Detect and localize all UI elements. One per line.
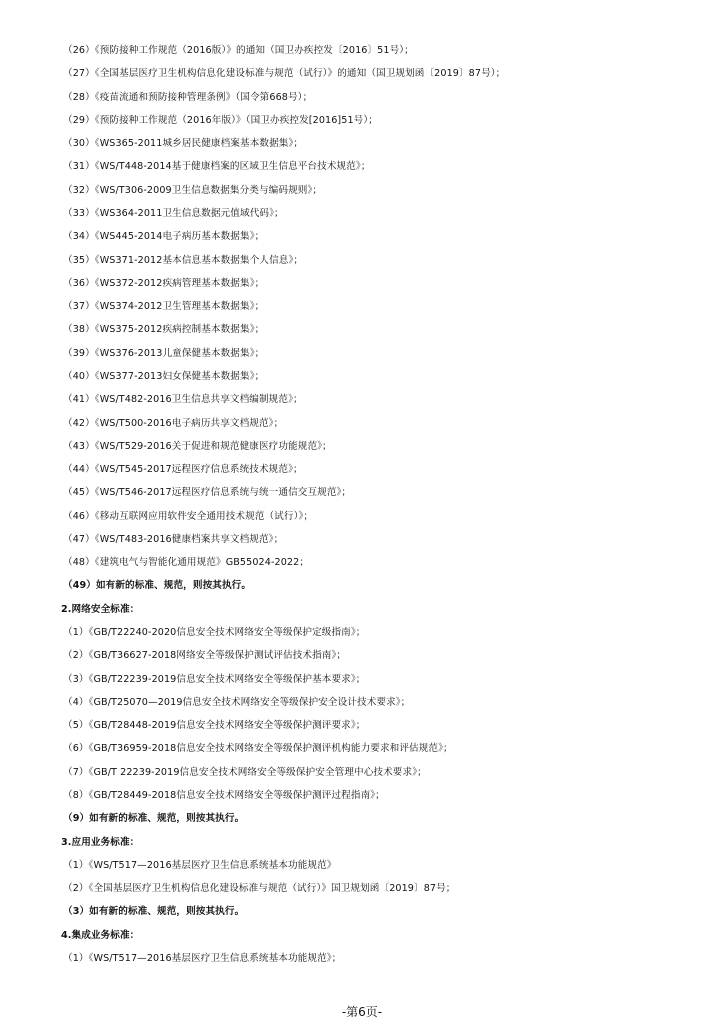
list-item: （6）《GB/T36959-2018信息安全技术网络安全等级保护测评机构能力要求和评估规范》； bbox=[63, 743, 453, 755]
page-number: -第6页- bbox=[341, 1005, 383, 1019]
list-item: （43）《WS/T529-2016关于促进和规范健康医疗功能规范》； bbox=[63, 440, 332, 452]
list-item: （46）《移动互联网应用软件安全通用技术规范（试行）》； bbox=[63, 510, 314, 522]
list-item: （40）《WS377-2013妇女保健基本数据集》； bbox=[63, 370, 265, 382]
list-item: （9）如有新的标准、规范，则按其执行。 bbox=[63, 813, 245, 825]
list-item: （41）《WS/T482-2016卫生信息共享文档编制规范》； bbox=[63, 394, 303, 406]
list-item: （38）《WS375-2012疾病控制基本数据集》； bbox=[63, 324, 265, 336]
list-item: （1）《GB/T22240-2020信息安全技术网络安全等级保护定级指南》； bbox=[63, 627, 366, 638]
list-item: （48）《建筑电气与智能化通用规范》GB55024-2022； bbox=[63, 557, 310, 569]
list-item: （7）《GB/T 22239-2019信息安全技术网络安全等级保护安全管理中心技术要求》； bbox=[63, 766, 427, 778]
list-item: （30）《WS365-2011城乡居民健康档案基本数据集》； bbox=[63, 138, 304, 150]
list-item: （1）《WS/T517—2016基层医疗卫生信息系统基本功能规范》； bbox=[63, 952, 342, 964]
list-item: （5）《GB/T28448-2019信息安全技术网络安全等级保护测评要求》； bbox=[63, 720, 366, 732]
list-item: （45）《WS/T546-2017远程医疗信息系统与统一通信交互规范》； bbox=[63, 487, 352, 499]
list-item: （47）《WS/T483-2016健康档案共享文档规范》； bbox=[63, 533, 284, 545]
list-item: （4）《GB/T25070—2019信息安全技术网络安全等级保护安全设计技术要求》； bbox=[63, 696, 411, 708]
list-item: （3）《GB/T22239-2019信息安全技术网络安全等级保护基本要求》； bbox=[63, 673, 366, 685]
list-item: （49）如有新的标准、规范，则按其执行。 bbox=[63, 580, 252, 592]
list-item: （26）《预防接种工作规范（2016版）》的通知（国卫办疾控发〔2016〕51号）； bbox=[63, 45, 414, 56]
list-item: （27）《全国基层医疗卫生机构信息化建设标准与规范（试行）》的通知（国卫规划函〔2019〕87号）； bbox=[63, 68, 506, 80]
list-item: （42）《WS/T500-2016电子病历共享文档规范》； bbox=[63, 417, 284, 429]
list-item: （3）如有新的标准、规范，则按其执行。 bbox=[63, 906, 245, 918]
list-item: （31）《WS/T448-2014基于健康档案的区域卫生信息平台技术规范》； bbox=[63, 161, 371, 173]
list-item: （8）《GB/T28449-2018信息安全技术网络安全等级保护测评过程指南》； bbox=[63, 790, 385, 801]
list-item: （28）《疫苗流通和预防接种管理条例》（国令第668号）； bbox=[63, 91, 313, 103]
list-item: （36）《WS372-2012疾病管理基本数据集》； bbox=[63, 277, 265, 289]
list-item: （1）《WS/T517—2016基层医疗卫生信息系统基本功能规范》 bbox=[63, 859, 337, 871]
section-heading: 3.应用业务标准： bbox=[61, 836, 140, 848]
list-item: （37）《WS374-2012卫生管理基本数据集》； bbox=[63, 301, 265, 313]
list-item: （32）《WS/T306-2009卫生信息数据集分类与编码规则》； bbox=[63, 184, 323, 196]
section-heading: 2.网络安全标准： bbox=[61, 603, 140, 615]
list-item: （2）《GB/T36627-2018网络安全等级保护测试评估技术指南》； bbox=[63, 650, 347, 662]
list-item: （2）《全国基层医疗卫生机构信息化建设标准与规范（试行）》国卫规划函〔2019〕87号； bbox=[63, 883, 456, 895]
list-item: （39）《WS376-2013儿童保健基本数据集》； bbox=[63, 347, 265, 359]
list-item: （35）《WS371-2012基本信息基本数据集个人信息》； bbox=[63, 254, 304, 266]
list-item: （34）《WS445-2014电子病历基本数据集》； bbox=[63, 231, 265, 243]
list-item: （44）《WS/T545-2017远程医疗信息系统技术规范》； bbox=[63, 464, 303, 475]
section-heading: 4.集成业务标准： bbox=[61, 929, 140, 941]
list-item: （33）《WS364-2011卫生信息数据元值域代码》； bbox=[63, 208, 284, 219]
list-item: （29）《预防接种工作规范（2016年版）》（国卫办疾控发[2016]51号）； bbox=[63, 114, 378, 126]
